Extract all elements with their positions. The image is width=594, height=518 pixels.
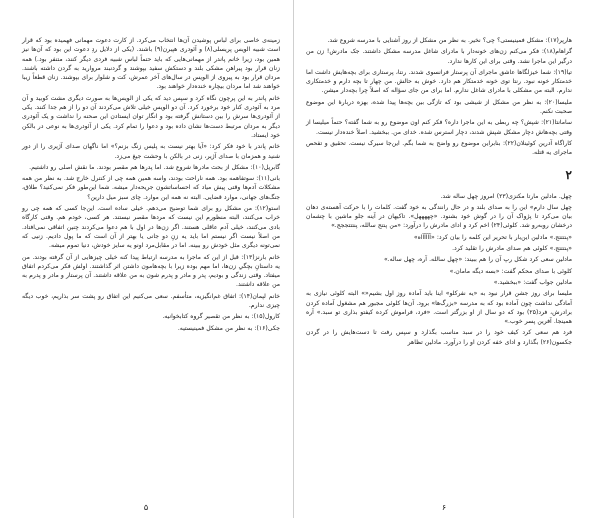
paragraph: خانم بارنز(۱۳): قبل از این که ماجرا به مدرسه ارتباط پیدا کنه خیلی چیزهایی از آن گرفته بودند. من یه داستانِ بچگیِ زن‌ها، اما مهم بوده زیرا با بچه‌هامون داشتن اثر گذاشتند. اولش فکر می‌کردم اتفاق میفتاد. وقتی زندگی و بودیم، پدر و مادر و پدرم شون به من علاقه داشتند. آن پرستار و مادر و پدرم به من علاقه داشتند. xyxy=(22,253,280,289)
paragraph: فرد هم سعی کرد کیف خود را در سبد مناسب بگذارد و سپس رفت تا دست‌هایش را در گردن جکسون(۲۶) بگذارد و ادای خفه کردن او را درآورد. مادلین تظاهر xyxy=(306,329,572,346)
paragraph: ملیسا(۲۰): به نظر من مشکل از شیشی بود که تازگی بین بچه‌ها پیدا شده، بهزه دربارهٔ این موضوع صحبت نکنم. xyxy=(306,98,572,116)
paragraph: کارول(۱۵): به نظر من تقصیر گروه کتابخوانیه. xyxy=(162,313,280,321)
paragraph: جکی(۱۶): به نظر من مشکل فمینیستیه. xyxy=(177,324,280,332)
page-number: ۵ xyxy=(143,503,149,512)
paragraph: سامانتا(۲۱): شپش؟ چه ربطی به این ماجرا داره؟ فکر کنم اون موضوع رو به شما گفته؟ حتماً میلیسا از وقتی بچه‌هاش دچار مشکل شپش شدند، دچار استرس شده. خدای من. ببخشید. اصلاً خنده‌دار نیست. xyxy=(306,119,572,136)
paragraph: خانم پاندر به این پرچون نگاه کرد و سپس دید که یکی از الویس‌ها به صورت دیگری مشت کوبید و آن مرد به آئودری کنار خود برخورد کرد. آن دو الویس خیلی تلاش می‌کردند آن دو را از هم جدا کنند. یکی از آئودری‌ها سرش را بین دستانش گرفته بود و انگار توان ایستادن این صحنه را نداشت و یک آئودری دیگر به مردان مرتبط دست‌ها نشان داده بود و دعوا را تمام کرد. یکی از آئودری‌ها به نوعی در بالکن خود ایستاد. xyxy=(22,94,280,139)
paragraph: استو(۱۲): من مشکل رو برای شما توضیح می‌دهم. خیلی ساده است. این‌جا کسی که همه چی رو خراب می‌کنند، البته منظورم این نیست که مردها مقصر نیستند. هر کسی، خودم هم. وقتی کارگاه بادی می‌کنند، خیلی آدم عاقلی هستند. اگر زن‌ها در اول با هم دعوا می‌کردند چنین اتفاقی نمی‌افتاد. من اصلاً نیست اگر نیستم اما باید یه زنِ دو جانی یا بهتر از آن است که ما پول دادیم. زنیی که نمی‌تونه دیگری مثل خودش رو ببینه. اما در مقابل‌مرد اونو یه سایز خودش، دنیا تموم میشه. xyxy=(22,205,280,250)
paragraph: تیا(۱۹): شما خیزلگاها عاشق ماجرای آن پرستار فرانسوی شدند. رنتا، پرستاری برای بچه‌هایش داشت اما خدمتکار خونه نبود. رنتا توی خونه خدمتکار هم دارد. خوش به حالش. من چهار تا بچه دارم و خدمتکاری ندارم. البته من مشکلی با مادرای شاغل ندارم. اما برای من جای سؤاله که اصلاً چرا بچه‌دار میشن. xyxy=(306,68,572,95)
chapter-number: ۲ xyxy=(565,167,572,182)
paragraph: کاراگاه آدرین کوئینلان(۲۲): بنابراین موضوع رو واضح به شما بگم. این‌جا سیرک نیست. تحقیق و تفحص ماجرای یه قتله. xyxy=(306,139,572,157)
paragraph: خانم پاندر با خود فکر کرد: «آیا بهتر نیست به پلیس زنگ بزنم؟» اما ناگهان صدای آژیری را از دور شنید و همزمان با صدای آژیر، زنی در بالکن با وحشت جیغ می‌زد. xyxy=(22,143,280,160)
paragraph: هارپر(۱۷): مشکل فمینیستی؟ چی؟ نخیر. به نظر من مشکل از روز آشنایی با مدرسه شروع شد. xyxy=(327,37,572,44)
paragraph: مادلین سعی کرد شکل رپ آن را هم ببیند: «چهل سالله. آره، چهل ساله.» xyxy=(383,256,572,264)
paragraph: چهل. مادلین مارتا مکنزی(۲۳) امروز چهل ساله شد. xyxy=(440,192,572,200)
page-gutter xyxy=(293,0,294,518)
paragraph: «پنتتتج.» مادلین این‌بار با تحریر این کلمه را بیان کرد: «آآآآآاه» xyxy=(413,233,572,241)
paragraph: بانی(۱۱): سوتفاهمه بود. همه ناراحت بودند، واسه همین همه چی از کنترل خارج شد. به نظر من همه مشکلات آدم‌ها وقتی پیش میاد که احساساتشون جریحه‌دار میشه. شما این‌طور فکر نمی‌کنید؟ طلاق، جنگ‌های جهانی، موارد قضایی. البته نه همه این موارد. چای سبز میل دارین؟ xyxy=(22,175,280,201)
paragraph: ملیسا برای روز جشن قرار نبود به «یه نفرکلو» اینا باید آماده روز اول بشیم«» البته کلوئی نیازی به آمادگی نداشت چون آماده بود که به مدرسه «بزرگ‌ها» برود. آن‌ها کلوئی مجبور هم مشغول آماده کردن برادرش، فرد(۲۵) بود که دو سال از او بزرگتر است. «فرد، فراموش کرده کیفتو بذاری تو سبد.» آره همینجا. آفرین پسر خوب.» xyxy=(306,290,573,326)
page-number: ۶ xyxy=(441,503,447,512)
paragraph: چهل سال دارم» این را به صدای بلند و در حال رانندگی به خود گفت. کلمات را با حرکت آهسته‌ی دهان بیان می‌کرد تا پژواک آن را در گوش خود بشنود. «چههههل». تاکیهان در آینه جلو ماشین با چشمان درخشان روبه‌رو شد. کلوئی(۲۴) اخم کرد و ادای مادرش را درآورد: «من پنتج سالله، پنتتتججج.» xyxy=(306,203,572,230)
right-page xyxy=(294,0,594,518)
paragraph: «پنتتتج.» کلوئی هم صدای مادرش را تقلید کرد. xyxy=(452,245,572,253)
paragraph: گابریل(۱۰): مشکل از بحث مادرها شروع شد. اما پدرها هم مقصر بودند. ما نقش اصلی رو داشتیم. xyxy=(29,163,280,171)
paragraph: گراهام(۱۸): فکر می‌کنم زن‌های خونه‌دار با مادرای شاغل مدرسه مشکل داشتند. جک مادرش! زن من درگیر این ماجرا نشد. وقتی برای این کارها ندارد. xyxy=(306,48,572,65)
paragraph: مادلین جواب گفت: «ببخشید.» xyxy=(493,278,572,286)
left-page xyxy=(0,0,292,518)
paragraph: کلوئی با صدای محکم گفت: «بسه دیگه مامان.» xyxy=(449,267,572,275)
paragraph: زمینه‌ی خاصی برای لباس پوشیدن آن‌ها انتخاب می‌کرد. از کارت دعوت مهمانی فهمیده بود که قرار است شبیه الویس پریسلی(۸) و آئودری هپبرن(۹) باشند. (یکی از دلایل ردِ دعوت این بود که آن‌ها نیز همین بود، زیرا خانم پاندر از مهمانی‌هایی که باید حتماً لباس شبیه فردی دیگر کنند، متنفر بود.) همه زنان قرار بود پیراهن مشکی بلند و دستکش سفید بپوشند و گردنبند مروارید به گردن داشته باشند. مردان قرار بود به پیروی از الویس در سال‌های آخر عمرش، کت و شلوار برای بپوشند. زنان قطعاً زیبا خواهند شد اما مردان بیچاره خنده‌دار خواهند بود. xyxy=(22,37,281,91)
paragraph: خانم لپمان(۱۴): اتفاق غم‌انگیزیه، متأسفم. سعی می‌کنیم این اتفاق رو پشت سر بذاریم، خوب دیگه چیزی ندارم. xyxy=(22,292,280,310)
